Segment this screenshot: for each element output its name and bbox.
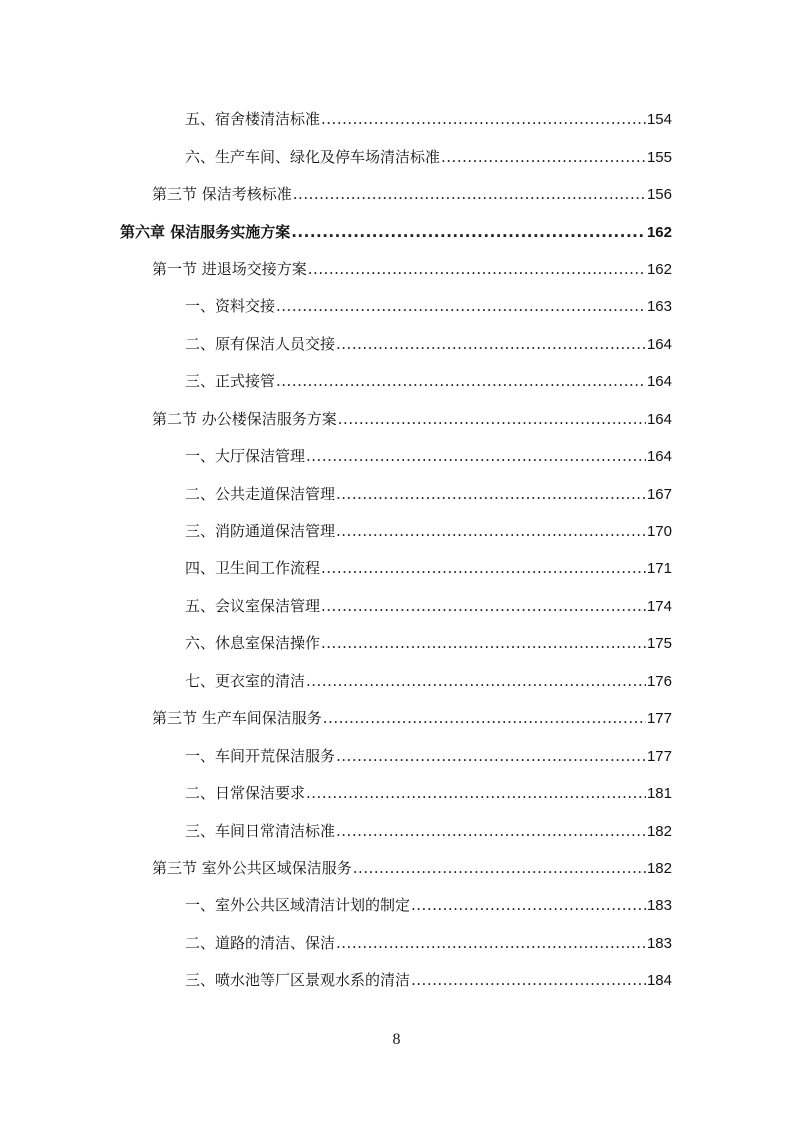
dot-leader [336, 484, 646, 504]
toc-row [0, 962, 793, 999]
toc-entry-page: 163 [646, 298, 672, 316]
toc-entry-page: 167 [646, 485, 672, 503]
dot-leader [306, 783, 646, 803]
toc-row [0, 288, 793, 325]
toc-entry-page: 155 [646, 148, 672, 166]
toc-entry-page: 176 [646, 672, 672, 690]
toc-entry-title: 五、会议室保洁管理 [185, 596, 321, 615]
toc-entry[interactable] [185, 933, 672, 954]
dot-leader [308, 259, 646, 279]
toc-entry[interactable] [185, 783, 672, 804]
toc-row [0, 213, 793, 250]
toc-entry[interactable] [185, 446, 672, 467]
dot-leader [306, 671, 646, 691]
toc-entry-title: 二、日常保洁要求 [185, 784, 306, 803]
toc-row [0, 475, 793, 512]
toc-entry[interactable] [185, 596, 672, 617]
toc-row [0, 700, 793, 737]
toc-row [0, 438, 793, 475]
toc-entry[interactable] [185, 633, 672, 654]
toc-entry[interactable] [185, 147, 672, 168]
toc-entry-title: 第一节 进退场交接方案 [152, 259, 307, 278]
dot-leader [306, 446, 646, 466]
toc-row [0, 588, 793, 625]
toc-entry-page: 162 [646, 223, 672, 241]
toc-row [0, 550, 793, 587]
toc-row [0, 513, 793, 550]
toc-entry-title: 第三节 室外公共区域保洁服务 [152, 858, 352, 877]
toc-entry-title: 七、更衣室的清洁 [185, 671, 306, 690]
toc-row [0, 176, 793, 213]
toc-entry[interactable] [185, 371, 672, 392]
toc-entry[interactable] [152, 184, 672, 205]
dot-leader [411, 970, 646, 990]
toc-entry-page: 164 [646, 335, 672, 353]
dot-leader [321, 558, 646, 578]
toc-row [0, 138, 793, 175]
toc-row [0, 850, 793, 887]
toc-entry[interactable] [185, 558, 672, 579]
dot-leader [291, 222, 646, 242]
toc-entry-title: 第三节 保洁考核标准 [152, 185, 292, 204]
toc-row [0, 326, 793, 363]
dot-leader [336, 933, 646, 953]
toc-entry-title: 一、资料交接 [185, 297, 276, 316]
dot-leader [293, 184, 646, 204]
toc-entry-page: 164 [646, 410, 672, 428]
toc-row [0, 663, 793, 700]
dot-leader [338, 409, 646, 429]
toc-entry-title: 六、休息室保洁操作 [185, 634, 321, 653]
toc-entry-title: 二、道路的清洁、保洁 [185, 933, 336, 952]
dot-leader [336, 334, 646, 354]
toc-entry-title: 第三节 生产车间保洁服务 [152, 709, 322, 728]
dot-leader [276, 371, 646, 391]
dot-leader [411, 895, 646, 915]
toc-row [0, 812, 793, 849]
toc-entry-page: 177 [646, 747, 672, 765]
toc-entry[interactable] [185, 671, 672, 692]
toc-entry-title: 一、室外公共区域清洁计划的制定 [185, 896, 411, 915]
toc-entry-page: 182 [646, 859, 672, 877]
toc-entry-page: 162 [646, 260, 672, 278]
toc-entry-page: 154 [646, 111, 672, 129]
table-of-contents [0, 101, 793, 1000]
dot-leader [276, 296, 646, 316]
dot-leader [336, 746, 646, 766]
toc-row [0, 625, 793, 662]
dot-leader [353, 858, 646, 878]
toc-entry[interactable] [185, 484, 672, 505]
toc-entry-title: 三、消防通道保洁管理 [185, 522, 336, 541]
toc-entry[interactable] [185, 970, 672, 991]
toc-entry-title: 三、正式接管 [185, 372, 276, 391]
toc-row [0, 925, 793, 962]
toc-entry-title: 三、车间日常清洁标准 [185, 821, 336, 840]
toc-entry-title: 一、车间开荒保洁服务 [185, 746, 336, 765]
toc-entry[interactable] [152, 259, 672, 280]
toc-entry[interactable] [152, 409, 672, 430]
dot-leader [321, 109, 646, 129]
toc-entry-page: 175 [646, 635, 672, 653]
toc-row [0, 363, 793, 400]
toc-entry[interactable] [185, 895, 672, 916]
toc-entry-title: 二、原有保洁人员交接 [185, 334, 336, 353]
toc-entry-page: 181 [646, 785, 672, 803]
page-number: 8 [392, 1031, 401, 1048]
toc-row [0, 401, 793, 438]
dot-leader [321, 596, 646, 616]
toc-entry-page: 156 [646, 186, 672, 204]
dot-leader [336, 821, 646, 841]
toc-entry[interactable] [152, 708, 672, 729]
toc-entry[interactable] [185, 109, 672, 130]
toc-entry-page: 171 [646, 560, 672, 578]
toc-entry-title: 二、公共走道保洁管理 [185, 484, 336, 503]
toc-entry-title: 第二节 办公楼保洁服务方案 [152, 409, 337, 428]
toc-entry-page: 183 [646, 934, 672, 952]
toc-row [0, 775, 793, 812]
toc-entry-page: 183 [646, 897, 672, 915]
toc-entry[interactable] [152, 858, 672, 879]
toc-entry-page: 177 [646, 710, 672, 728]
toc-chapter-entry[interactable] [120, 222, 672, 243]
toc-row [0, 251, 793, 288]
toc-entry-title: 一、大厅保洁管理 [185, 447, 306, 466]
dot-leader [441, 147, 646, 167]
toc-entry-page: 182 [646, 822, 672, 840]
toc-entry[interactable] [185, 296, 672, 317]
toc-entry-page: 164 [646, 448, 672, 466]
dot-leader [336, 521, 646, 541]
toc-entry-title: 五、宿舍楼清洁标准 [185, 110, 321, 129]
toc-entry-title: 第六章 保洁服务实施方案 [120, 222, 291, 241]
toc-row [0, 887, 793, 924]
toc-row [0, 737, 793, 774]
toc-entry-title: 四、卫生间工作流程 [185, 559, 321, 578]
toc-entry-page: 174 [646, 597, 672, 615]
toc-row [0, 101, 793, 138]
dot-leader [321, 633, 646, 653]
toc-entry-title: 三、喷水池等厂区景观水系的清洁 [185, 971, 411, 990]
toc-entry[interactable] [185, 521, 672, 542]
toc-entry-page: 164 [646, 373, 672, 391]
toc-entry[interactable] [185, 746, 672, 767]
toc-entry[interactable] [185, 821, 672, 842]
dot-leader [323, 708, 646, 728]
toc-entry[interactable] [185, 334, 672, 355]
toc-entry-page: 170 [646, 523, 672, 541]
toc-entry-title: 六、生产车间、绿化及停车场清洁标准 [185, 147, 441, 166]
toc-entry-page: 184 [646, 972, 672, 990]
